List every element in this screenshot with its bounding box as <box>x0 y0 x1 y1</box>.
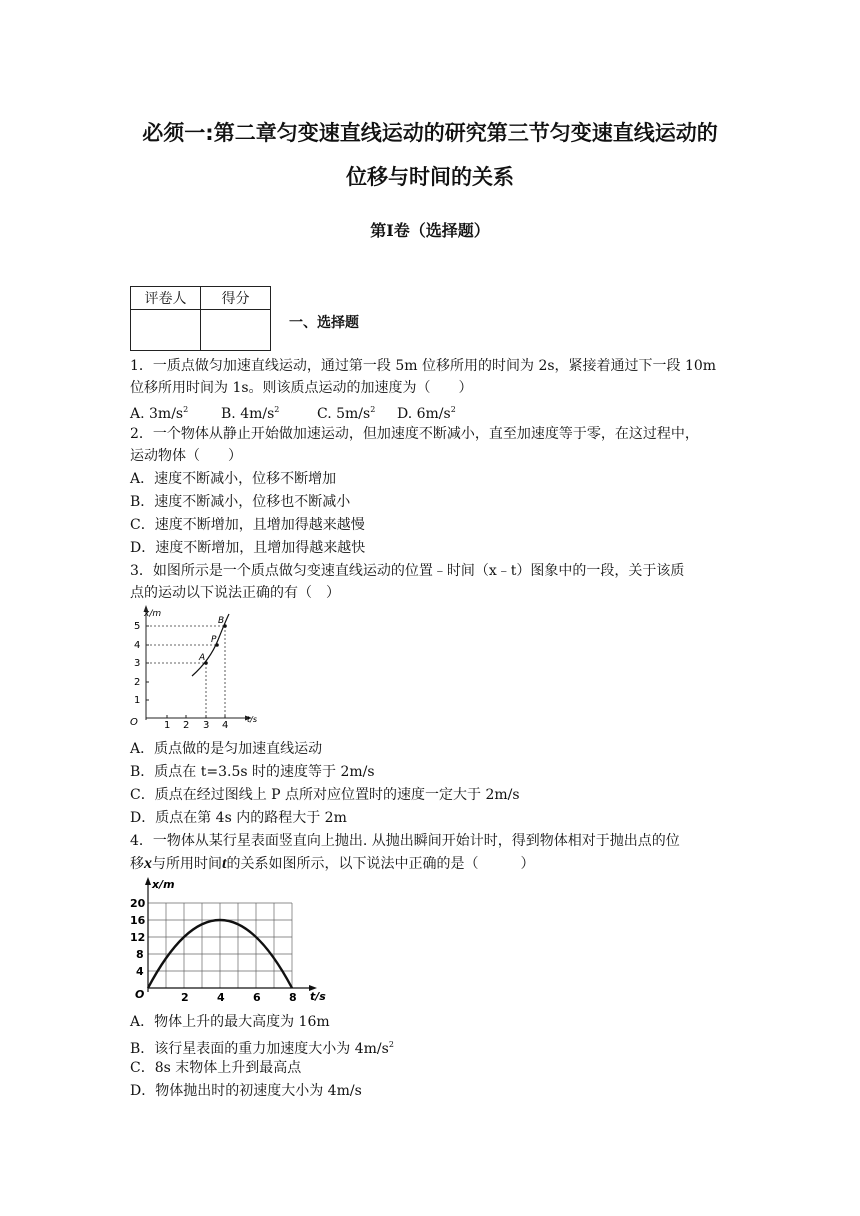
title-line-2: 位移与时间的关系 <box>346 165 514 189</box>
q4-line-1: 4．一物体从某行星表面竖直向上抛出. 从抛出瞬间开始计时，得到物体相对于抛出点的位 <box>130 833 680 849</box>
fig2-xtick-8: 8 <box>289 991 297 1002</box>
fig1-point-a: A <box>199 653 206 663</box>
q3-option-b: B．质点在 t=3.5s 时的速度等于 2m/s <box>130 764 375 780</box>
fig1-xtick-1: 1 <box>164 720 171 730</box>
fig2-ytick-16: 16 <box>130 914 146 927</box>
score-table-grader-cell <box>131 310 201 351</box>
q1-option-a: A. $3m/s^2$ <box>130 405 189 422</box>
q1-options <box>130 400 456 424</box>
fig1-ytick-1: 1 <box>134 695 141 706</box>
fig1-xtick-4: 4 <box>222 720 229 730</box>
fig2-ytick-8: 8 <box>136 948 144 961</box>
q4-option-c: C．8s 末物体上升到最高点 <box>130 1060 302 1076</box>
fig1-xtick-3: 3 <box>203 720 210 730</box>
q2-line-1: 2．一个物体从静止开始做加速运动，但加速度不断减小，直至加速度等于零，在这过程中， <box>130 426 699 442</box>
q3-option-a: A．质点做的是匀加速直线运动 <box>130 741 323 757</box>
fig2-ytick-12: 12 <box>130 931 146 944</box>
figure-2-displacement-time-graph <box>128 872 338 1002</box>
q1-line-1: 1．一质点做匀加速直线运动，通过第一段 5m 位移所用的时间为 2s，紧接着通过下一段 10m <box>130 358 717 374</box>
q2-option-c: C．速度不断增加，且增加得越来越慢 <box>130 517 365 533</box>
fig1-ytick-3: 3 <box>134 658 141 669</box>
q4-option-a: A．物体上升的最大高度为 16m <box>130 1014 330 1030</box>
q2-option-d: D．速度不断增加，且增加得越来越快 <box>130 540 366 556</box>
fig1-xlabel: t/s <box>247 715 257 724</box>
q2-option-b: B．速度不断减小，位移也不断减小 <box>130 494 351 510</box>
volume-heading: 第Ⅰ卷（选择题） <box>370 221 490 240</box>
q4-option-d: D．物体抛出时的初速度大小为 4m/s <box>130 1083 362 1099</box>
fig2-xtick-4: 4 <box>217 991 225 1002</box>
q1-option-b: B. $4m/s^2$ <box>221 405 280 422</box>
fig1-point-p: P <box>211 635 217 645</box>
score-table-header-grader: 评卷人 <box>131 287 201 310</box>
fig2-ytick-4: 4 <box>136 965 144 978</box>
score-table-header-score: 得分 <box>201 287 271 310</box>
score-table <box>130 286 271 351</box>
fig2-xlabel: t/s <box>310 990 326 1002</box>
figure-1-position-time-graph <box>128 602 262 730</box>
title-line-1: 必须一:第二章匀变速直线运动的研究第三节匀变速直线运动的 <box>142 121 718 145</box>
fig1-ytick-5: 5 <box>134 621 141 632</box>
q2-line-2: 运动物体（ ） <box>130 448 242 464</box>
q4-line-2: 移x与所用时间t的关系如图所示，以下说法中正确的是（ ） <box>130 855 535 872</box>
q3-line-2: 点的运动以下说法正确的有（ ） <box>130 585 340 601</box>
q3-line-1: 3．如图所示是一个质点做匀变速直线运动的位置﹣时间（x﹣t）图象中的一段，关于该质 <box>130 563 685 579</box>
fig1-ytick-2: 2 <box>134 677 141 688</box>
q3-option-c: C．质点在经过图线上 P 点所对应位置时的速度一定大于 2m/s <box>130 787 520 803</box>
q4-option-b: B．该行星表面的重力加速度大小为 $4m/s^2$ <box>130 1040 394 1057</box>
q3-option-d: D．质点在第 4s 内的路程大于 2m <box>130 810 347 826</box>
fig2-ylabel: x/m <box>152 878 175 891</box>
q2-option-a: A．速度不断减小，位移不断增加 <box>130 471 337 487</box>
q1-option-d: D. $6m/s^2$ <box>397 405 456 422</box>
score-table-score-cell <box>201 310 271 351</box>
fig1-point-b: B <box>218 616 225 626</box>
fig1-xtick-2: 2 <box>183 720 190 730</box>
section-heading: 一、选择题 <box>289 315 359 331</box>
q1-line-2: 位移所用时间为 1s。则该质点运动的加速度为（ ） <box>130 380 473 396</box>
fig1-ylabel: x/m <box>144 609 162 619</box>
fig2-origin: O <box>135 988 145 1001</box>
fig2-xtick-6: 6 <box>253 991 261 1002</box>
q1-option-c: C. $5m/s^2$ <box>317 405 376 422</box>
fig2-xtick-2: 2 <box>181 991 189 1002</box>
fig2-ytick-20: 20 <box>130 897 146 910</box>
fig1-origin: O <box>130 717 138 728</box>
fig1-ytick-4: 4 <box>134 640 141 651</box>
